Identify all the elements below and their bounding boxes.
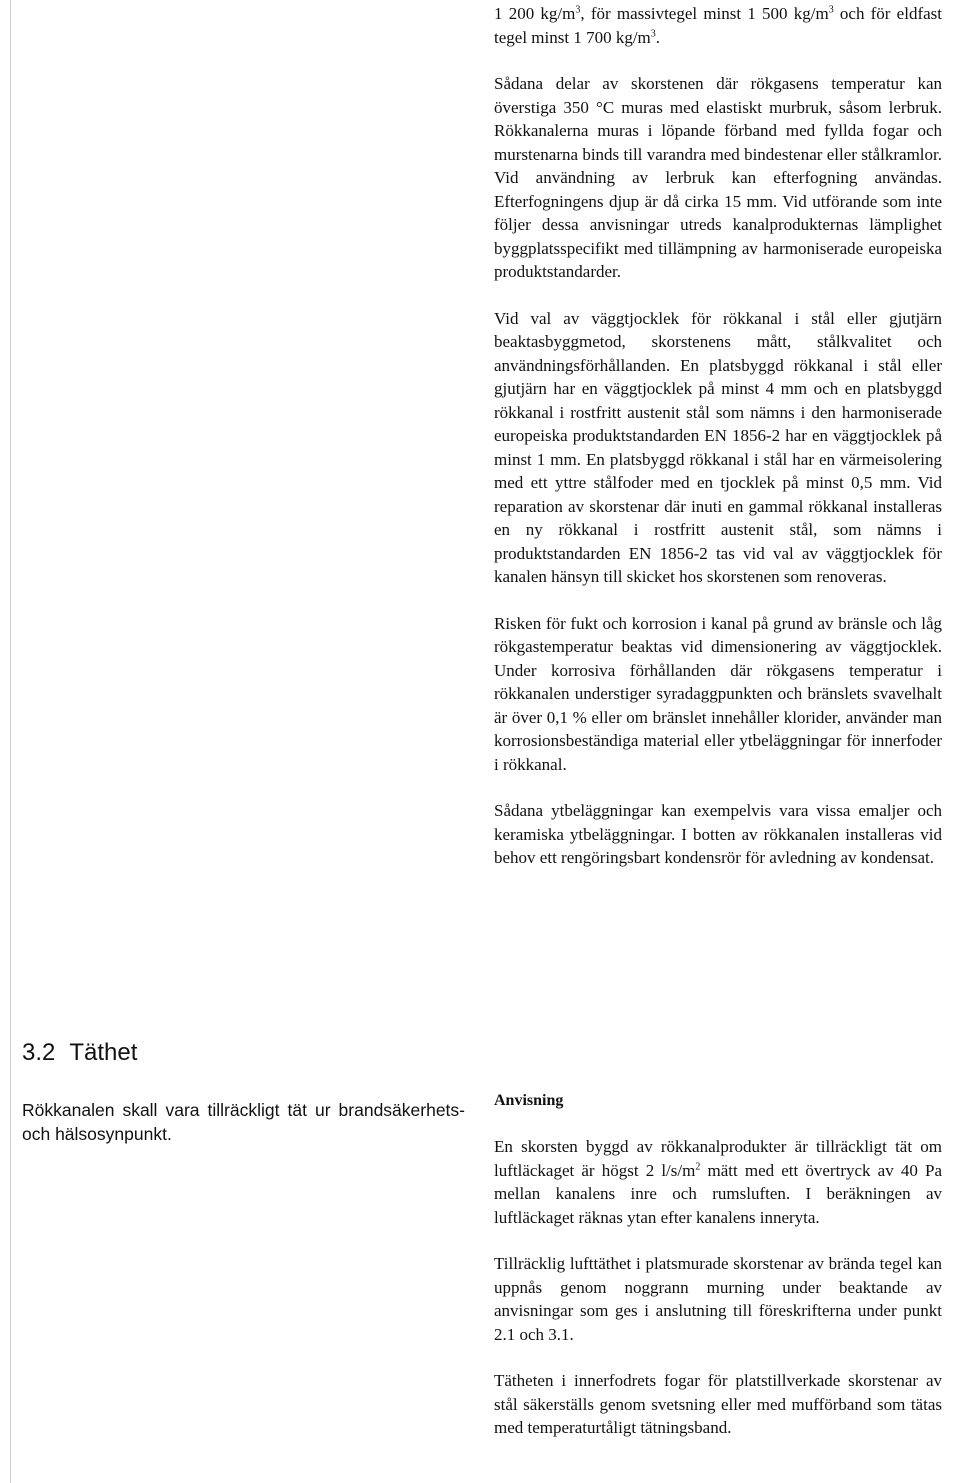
paragraph-steel-wall-thickness: Vid val av väggtjocklek för rökkanal i stål eller gjutjärn beaktasbyggmetod, skorstenens mått, stålkvalitet och användningsförhållanden. En platsbyggd rökkanal i stål eller gjutjärn har en väggtjocklek på minst 4 mm och en platsbyggd rökkanal i rostfritt austenit stål som nämns i den harmoniserade europeiska produktstandarden EN 1856-2 har en väggtjocklek på minst 1 mm. En platsbyggd rökkanal i stål har en värmeisolering med ett yttre stålfoder med en tjocklek på minst 0,5 mm. Vid reparation av skorstenar där inuti en gammal rökkanal installeras en ny rökkanal i rostfritt austenit stål, som nämns i produktstandarden EN 1856-2 tas vid val av väggtjocklek för kanalen hänsyn till skicket hos skorstenen som renoveras.	[494, 308, 942, 586]
section-title: Täthet	[69, 1039, 138, 1066]
right-column-text	[494, 2, 942, 893]
section-requirement: Rökkanalen skall vara tillräckligt tät ur brandsäkerhets- och hälsosynpunkt.	[22, 1100, 465, 1144]
paragraph-coatings: Sådana ytbeläggningar kan exempelvis vara vissa emaljer och keramiska ytbeläggningar. I botten av rökkanalen installeras vid behov ett rengöringsbart kondensrör för avledning av kondensat.	[494, 801, 942, 867]
section-heading	[22, 1038, 137, 1068]
advice-paragraph-brick: Tillräcklig lufttäthet i platsmurade skorstenar av brända tegel kan uppnås genom noggrann murning under beaktande av anvisningar som ges i anslutning till föreskrifterna under punkt 2.1 och 3.1.	[494, 1254, 942, 1344]
advice-paragraph-steel-joints: Tätheten i innerfodrets fogar för platstillverkade skorstenar av stål säkerställs genom svetsning eller med mufförband som tätas med temperaturtåligt tätningsband.	[494, 1371, 942, 1437]
section-number: 3.2	[22, 1039, 56, 1066]
paragraph-mortar: Sådana delar av skorstenen där rökgasens temperatur kan överstiga 350 °C muras med elastiskt murbruk, såsom lerbruk. Rökkanalerna muras i löpande förband med fyllda fogar och murstenarna binds till varandra med bindestenar eller stålkramlor. Vid användning av lerbruk kan efterfogning användas. Efterfogningens djup är då cirka 15 mm. Vid utförande som inte följer dessa anvisningar utreds kanalprodukternas lämplighet byggplatsspecifikt med tillämpning av harmoniserade europeiska produktstandarder.	[494, 74, 942, 281]
paragraph-corrosion: Risken för fukt och korrosion i kanal på grund av bränsle och låg rökgastemperatur beaktas vid dimensionering av väggtjocklek. Under korrosiva förhållanden där rökgasens temperatur i rökkanalen understiger syradaggpunkten och bränslets svavelhalt är över 0,1 % eller om bränslet innehåller klorider, använder man korrosionsbeständiga material eller ytbeläggningar för innerfoder i rökkanal.	[494, 613, 942, 774]
advice-title: Anvisning	[494, 1092, 564, 1109]
advice-block	[494, 1090, 942, 1463]
advice-paragraph-leakage: En skorsten byggd av rökkanalprodukter är tillräckligt tät om luftläckaget är högst 2 $l/s/m^2$ mätt med ett övertryck av 40 Pa mellan kanalens inre och rumsluften. I beräkningen av luftläckaget räknas ytan efter kanalens inneryta.	[494, 1137, 942, 1227]
paragraph-density: 1 200 $kg/m^3$, för massivtegel minst 1 500 $kg/m^3$ och för eldfast tegel minst 1 700 $kg/m^3$.	[494, 4, 942, 47]
page-edge	[0, 0, 11, 1483]
